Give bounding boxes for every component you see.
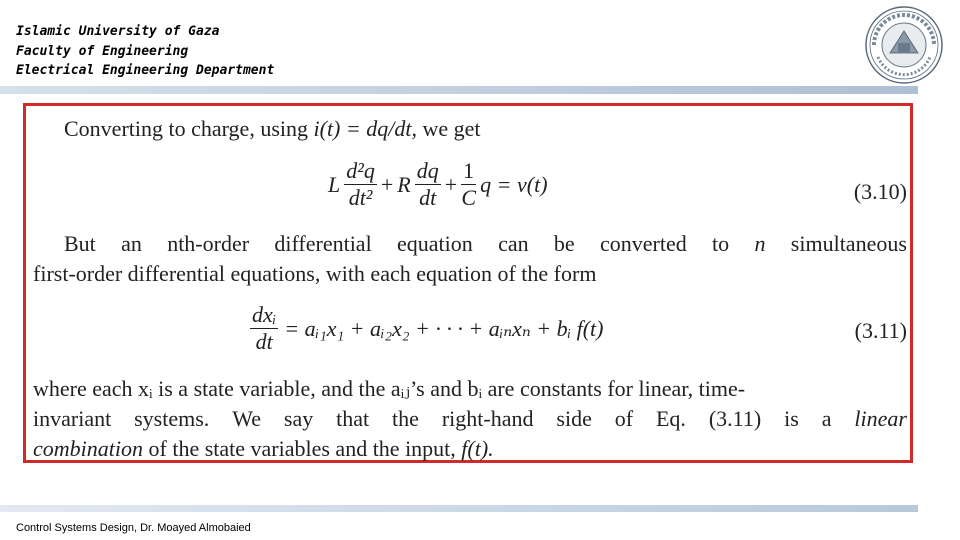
p3l2-word: side xyxy=(556,406,592,431)
paragraph-2-line-1 xyxy=(64,231,907,257)
p1-end: , we get xyxy=(411,116,481,141)
eq2-lhs-den: dt xyxy=(255,329,273,354)
eq1-frac2 xyxy=(415,158,441,211)
equation-3-10 xyxy=(328,158,548,211)
equation-number-3-11: (3.11) xyxy=(854,318,907,343)
eq1-frac3 xyxy=(461,158,476,211)
footer-credit: Control Systems Design, Dr. Moayed Almobaied xyxy=(16,522,251,534)
p3-rest: of the state variables and the input, xyxy=(143,436,462,461)
university-name: Islamic University of Gaza xyxy=(16,24,220,39)
eq1-f2-den: dt xyxy=(419,185,437,210)
p3l2-word: of xyxy=(614,406,634,431)
p3-end: f(t). xyxy=(461,436,494,461)
p3-italic: combination xyxy=(33,436,143,461)
p2l1-word: an xyxy=(121,231,142,256)
p2l1-word: can xyxy=(498,231,529,256)
p2l1-word: nth-order xyxy=(167,231,250,256)
p3l2-word: systems. xyxy=(134,406,210,431)
footer-divider-bar xyxy=(0,505,918,512)
eq2-frac xyxy=(250,302,278,355)
paragraph-3-line-1: where each xᵢ is a state variable, and the aᵢⱼ’s and bᵢ are constants for linear, time- xyxy=(33,376,746,401)
eq1-plus1: + xyxy=(380,171,394,197)
eq1-L: L xyxy=(328,171,341,197)
p2l1-word: be xyxy=(553,231,575,256)
p3l2-word: linear xyxy=(854,406,907,431)
eq2-lhs-num: dxᵢ xyxy=(252,302,277,327)
eq1-R: R xyxy=(397,171,411,197)
p2l1-word: But xyxy=(64,231,96,256)
p2l1-word: to xyxy=(712,231,730,256)
p2l1-word: converted xyxy=(600,231,687,256)
faculty-name: Faculty of Engineering xyxy=(16,43,189,59)
eq1-f2-num: dq xyxy=(416,158,439,183)
slide-content-box xyxy=(23,103,913,463)
eq2-rhs: = aᵢ₁x₁ + aᵢ₂x₂ + · · · + aᵢₙxₙ + bᵢ f(t) xyxy=(284,315,604,341)
p2l1-word: equation xyxy=(397,231,473,256)
eq1-f3-num: 1 xyxy=(463,158,475,183)
eq1-plus2: + xyxy=(444,171,458,197)
p3l2-word: say xyxy=(283,406,314,431)
eq1-rhs: q = v(t) xyxy=(480,171,548,197)
p3l2-word: right-hand xyxy=(441,406,534,431)
p2l1-word: simultaneous xyxy=(790,231,907,256)
p2l1-word: differential xyxy=(274,231,372,256)
paragraph-3-line-2 xyxy=(33,406,907,432)
p3l2-word: that xyxy=(336,406,370,431)
header-block xyxy=(16,22,274,81)
p3l2-word: We xyxy=(232,406,261,431)
p1-text: Converting to charge, using xyxy=(64,116,314,141)
p3l2-word: invariant xyxy=(33,406,112,431)
eq1-f1-den: dt² xyxy=(348,185,373,210)
p3l2-word: Eq. xyxy=(655,406,686,431)
equation-number-3-10: (3.10) xyxy=(853,179,907,204)
p3l2-word: is xyxy=(784,406,799,431)
p3l2-word: (3.11) xyxy=(708,406,762,431)
equation-3-11 xyxy=(250,302,604,355)
paragraph-3-line-3 xyxy=(33,436,494,462)
paragraph-1 xyxy=(64,116,480,142)
paragraph-2-line-2: first-order differential equations, with each equation of the form xyxy=(33,261,597,286)
department-name: Electrical Engineering Department xyxy=(16,63,275,78)
header-divider-bar xyxy=(0,86,918,94)
p3l2-word: the xyxy=(392,406,419,431)
eq1-f3-den: C xyxy=(461,185,476,210)
eq1-f1-num: d²q xyxy=(346,158,375,183)
eq1-frac1 xyxy=(344,158,377,211)
p1-math: i(t) = dq/dt xyxy=(313,116,412,141)
p2l1-word: n xyxy=(754,231,766,256)
p3l2-word: a xyxy=(821,406,832,431)
university-seal-icon xyxy=(864,5,944,85)
